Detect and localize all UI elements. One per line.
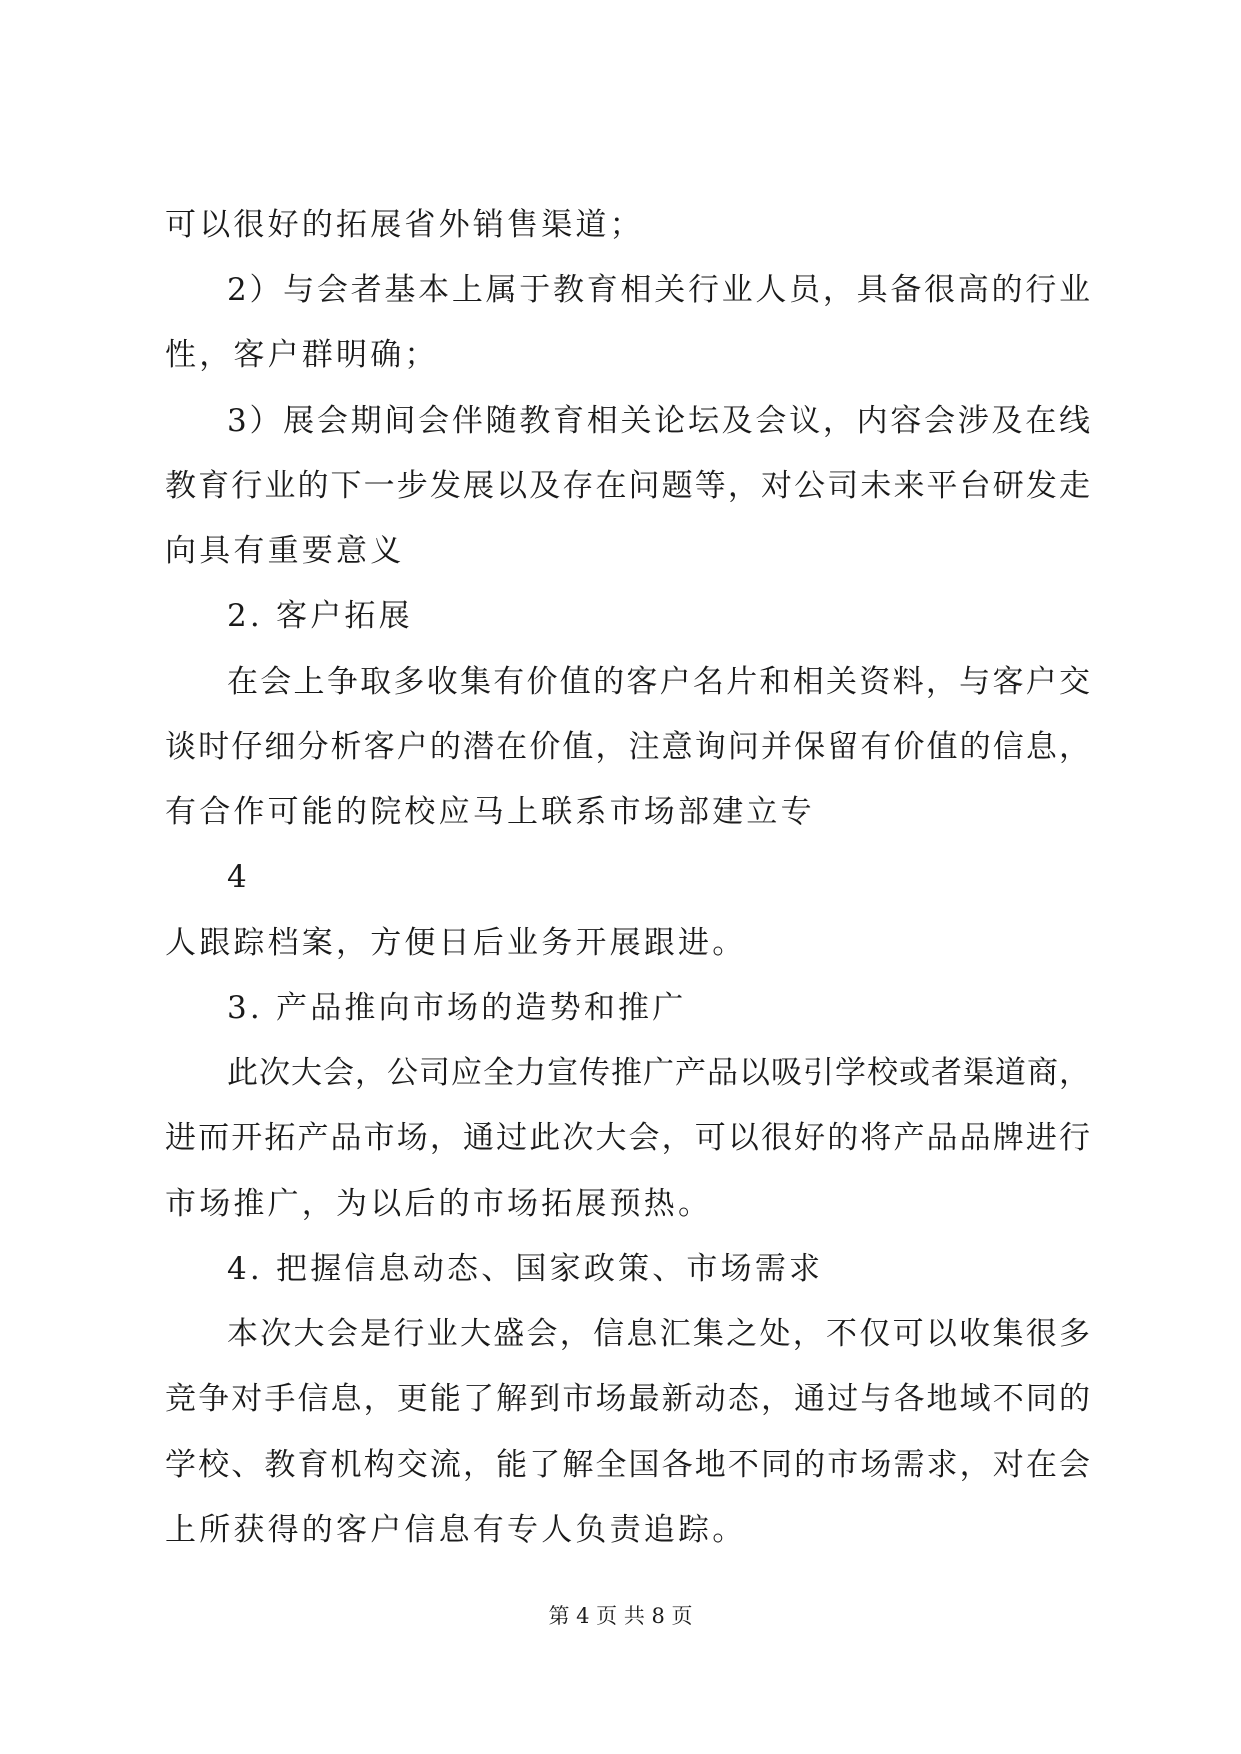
paragraph-line: 本次大会是行业大盛会，信息汇集之处，不仅可以收集很多 (227, 1316, 1090, 1352)
section-heading: 2. 客户拓展 (227, 598, 413, 634)
paragraph-line: 可以很好的拓展省外销售渠道； (165, 207, 644, 243)
inline-page-marker: 4 (227, 859, 247, 895)
paragraph-line: 市场推广，为以后的市场拓展预热。 (165, 1186, 713, 1222)
page-footer: 第 4 页 共 8 页 (548, 1604, 693, 1628)
paragraph-line: 上所获得的客户信息有专人负责追踪。 (165, 1512, 747, 1548)
section-heading: 3. 产品推向市场的造势和推广 (227, 990, 687, 1026)
paragraph-line: 进而开拓产品市场，通过此次大会，可以很好的将产品品牌进行 (165, 1120, 1090, 1156)
paragraph-line: 人跟踪档案，方便日后业务开展跟进。 (165, 925, 747, 961)
paragraph-line: 学校、教育机构交流，能了解全国各地不同的市场需求，对在会 (165, 1447, 1090, 1483)
section-heading: 4. 把握信息动态、国家政策、市场需求 (227, 1251, 824, 1287)
paragraph-line: 此次大会，公司应全力宣传推广产品以吸引学校或者渠道商， (227, 1055, 1090, 1091)
paragraph-line: 在会上争取多收集有价值的客户名片和相关资料，与客户交 (227, 664, 1090, 700)
paragraph-line: 有合作可能的院校应马上联系市场部建立专 (165, 794, 815, 830)
paragraph-line: 向具有重要意义 (165, 533, 405, 569)
paragraph-line: 谈时仔细分析客户的潜在价值，注意询问并保留有价值的信息， (165, 729, 1090, 765)
paragraph-line: 3）展会期间会伴随教育相关论坛及会议，内容会涉及在线 (227, 403, 1090, 439)
paragraph-line: 竞争对手信息，更能了解到市场最新动态，通过与各地域不同的 (165, 1381, 1090, 1417)
paragraph-line: 2）与会者基本上属于教育相关行业人员，具备很高的行业 (227, 272, 1090, 308)
paragraph-line: 性，客户群明确； (165, 337, 439, 373)
paragraph-line: 教育行业的下一步发展以及存在问题等，对公司未来平台研发走 (165, 468, 1090, 504)
